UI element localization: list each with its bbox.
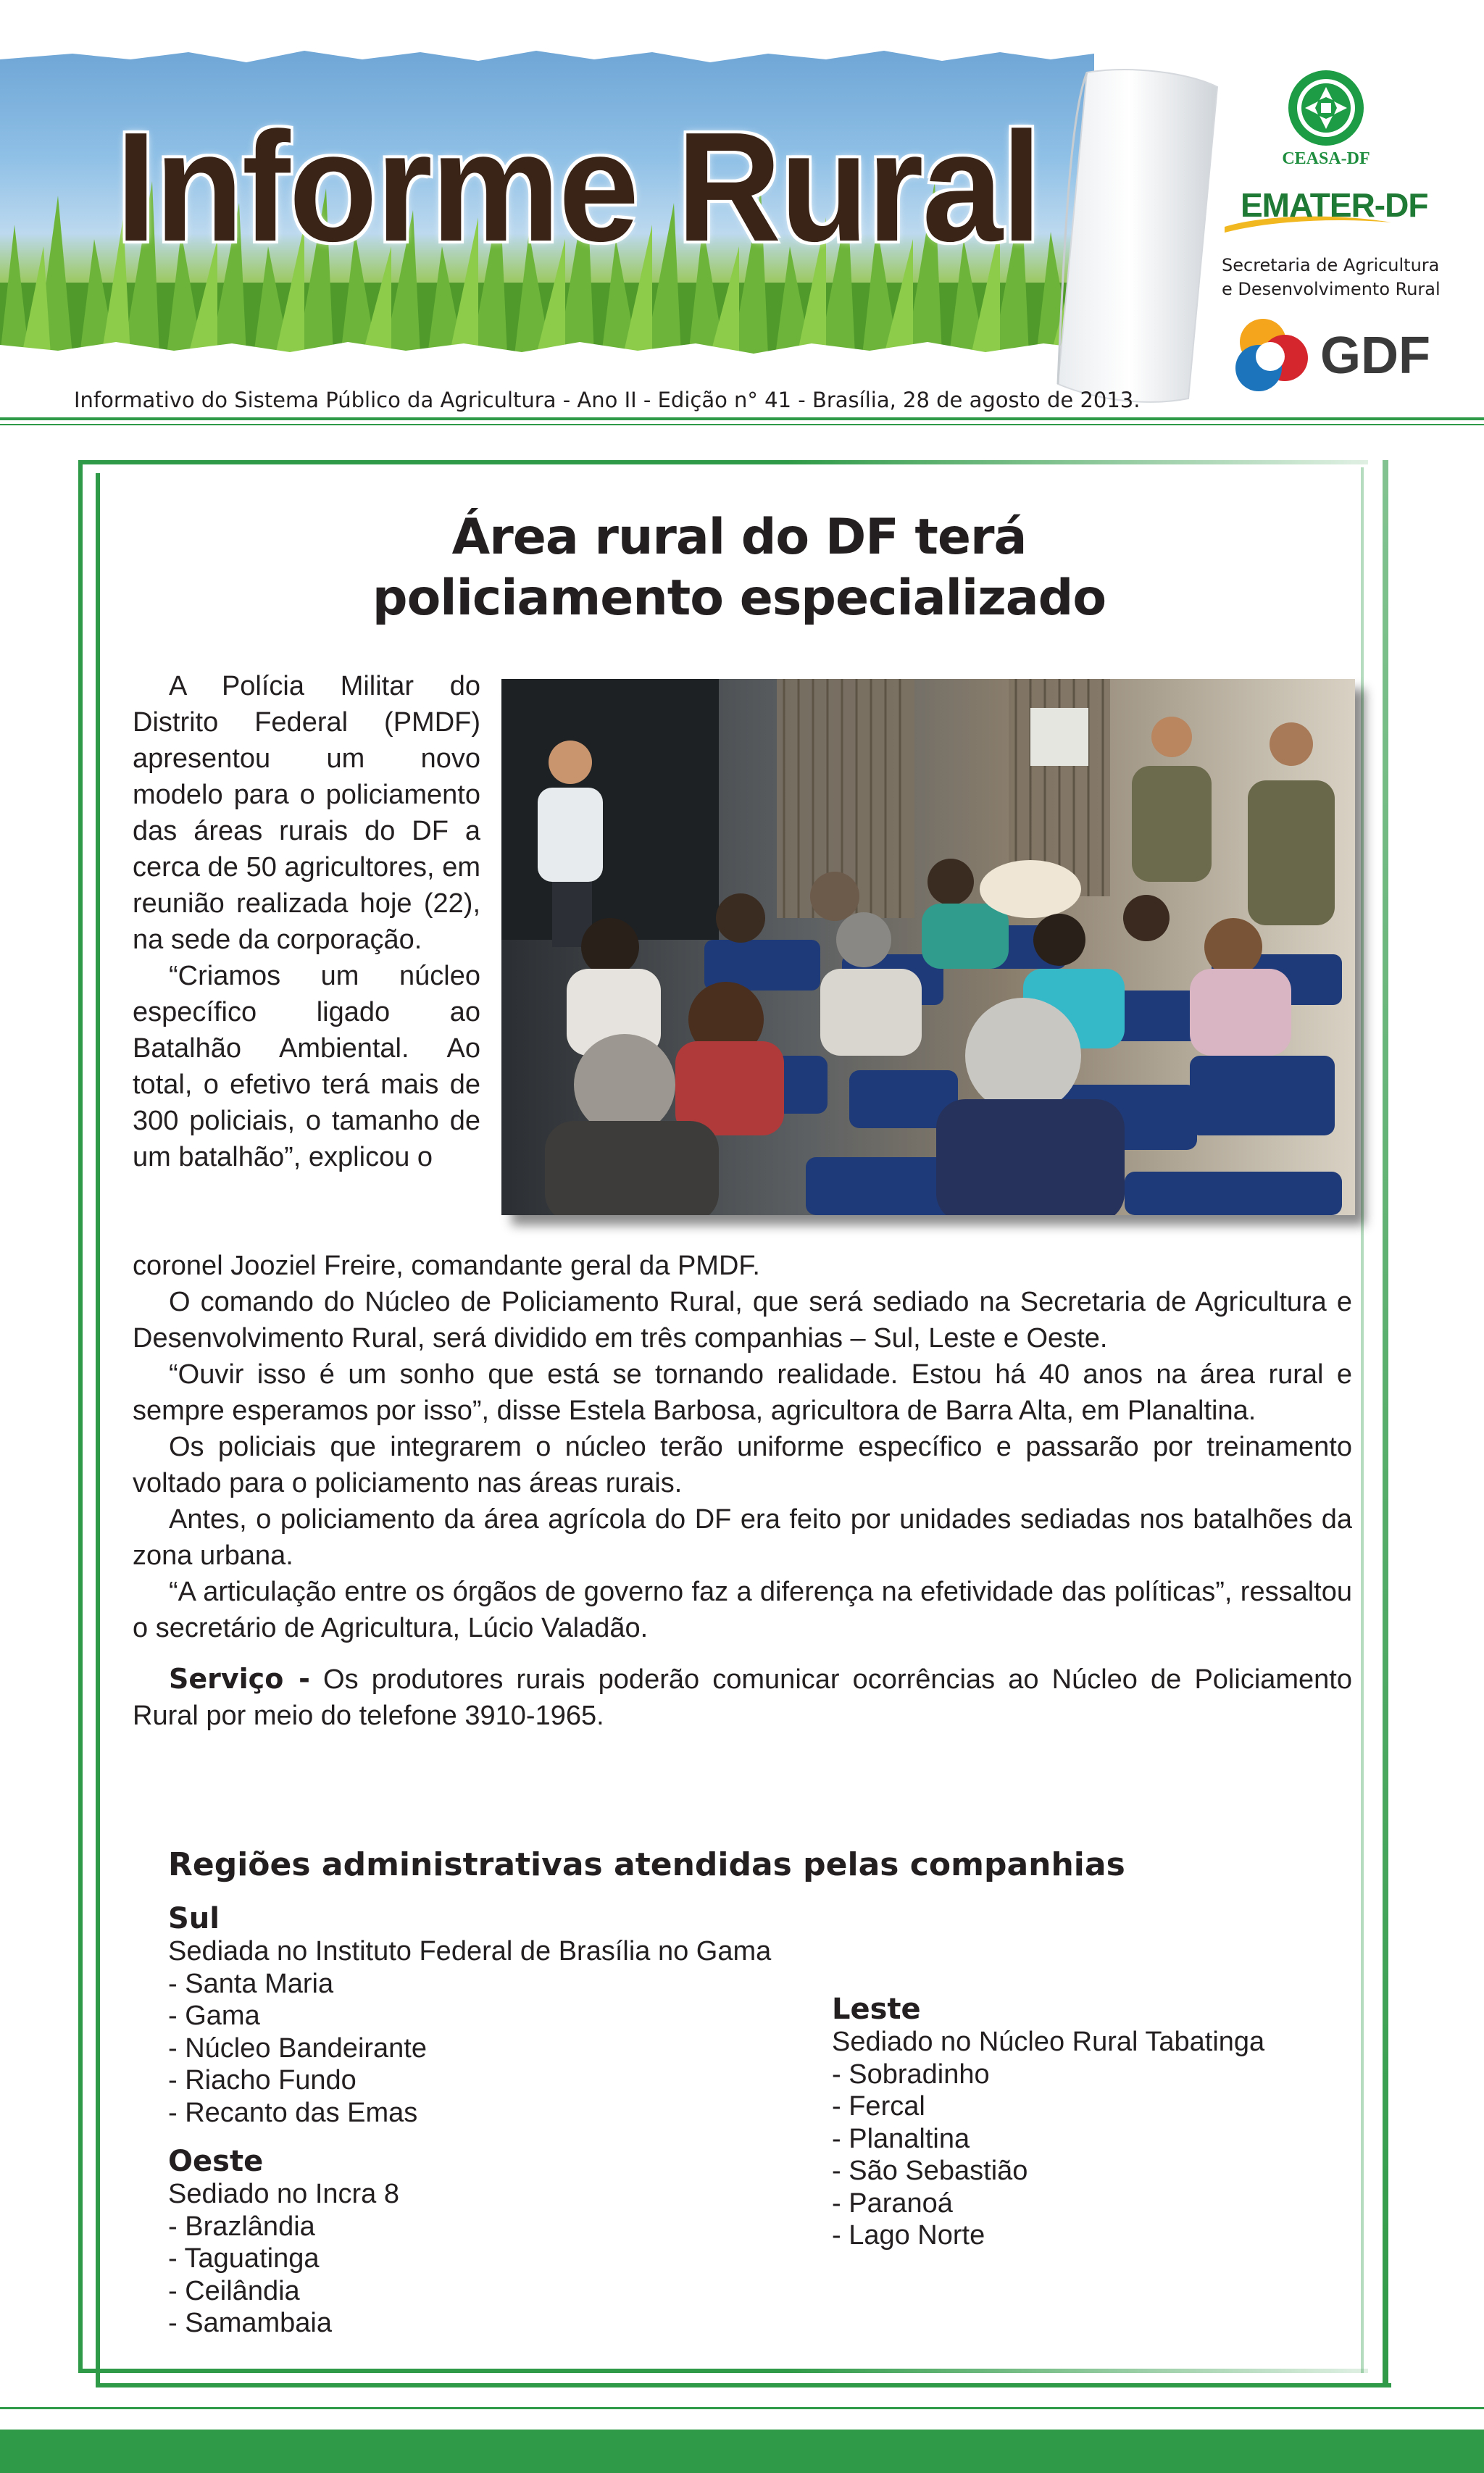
article-photo-meeting <box>501 679 1355 1215</box>
header-rule-thin <box>0 424 1484 425</box>
article-intro-column <box>133 668 480 1175</box>
footer-bar <box>0 2430 1484 2473</box>
list-item: - Paranoá <box>832 2188 1264 2220</box>
servico-paragraph <box>133 1661 1352 1734</box>
region-sul <box>168 1902 771 2129</box>
article-paragraph-7: “A articulação entre os órgãos de governo faz a diferença na efetividade das políticas”, ressaltou o secretário de Agricultura, Lúcio Valadão. <box>133 1577 1352 1643</box>
article-paragraph-2: “Criamos um núcleo específico ligado ao Batalhão Ambiental. Ao total, o efetivo terá mais de 300 policiais, o tamanho de um batalhão”, explicou o <box>133 961 480 1172</box>
article-body <box>133 1248 1352 1734</box>
list-item: - Riacho Fundo <box>168 2064 771 2097</box>
servico-text: Os produtores rurais poderão comunicar ocorrências ao Núcleo de Policiamento Rural por meio do telefone 3910-1965. <box>133 1664 1353 1731</box>
secretaria-line-2: e Desenvolvimento Rural <box>1222 279 1441 299</box>
headline-line-2: policiamento especializado <box>372 570 1106 627</box>
article-headline <box>217 507 1261 629</box>
gdf-emblem-icon <box>1228 313 1315 396</box>
list-item: - Brazlândia <box>168 2211 399 2243</box>
region-oeste <box>168 2145 399 2340</box>
region-list <box>832 2059 1264 2252</box>
region-name: Sul <box>168 1902 220 1935</box>
list-item: - Recanto das Emas <box>168 2097 771 2130</box>
list-item: - Taguatinga <box>168 2243 399 2275</box>
list-item: - Lago Norte <box>832 2219 1264 2252</box>
secretaria-line-1: Secretaria de Agricultura <box>1222 255 1440 275</box>
secretaria-logo-text <box>1222 254 1461 301</box>
torn-paper-edge-top <box>0 51 1094 72</box>
article-paragraph-4: “Ouvir isso é um sonho que está se tornando realidade. Estou há 40 anos na área rural e sempre esperamos por isso”, disse Estela Barbosa, agricultora de Barra Alta, em Planaltina. <box>133 1359 1352 1426</box>
region-seat: Sediado no Núcleo Rural Tabatinga <box>832 2027 1265 2057</box>
region-list <box>168 1968 771 2130</box>
ceasa-logo-text: CEASA-DF <box>1282 149 1370 168</box>
list-item: - Sobradinho <box>832 2059 1264 2091</box>
list-item: - Planaltina <box>832 2123 1264 2156</box>
paper-scroll-graphic <box>1043 65 1225 406</box>
list-item: - Núcleo Bandeirante <box>168 2032 771 2065</box>
list-item: - Samambaia <box>168 2307 399 2340</box>
list-item: - Gama <box>168 2000 771 2032</box>
list-item: - Santa Maria <box>168 1968 771 2001</box>
article-paragraph-5: Os policiais que integrarem o núcleo terão uniforme específico e passarão por treinamento voltado para o policiamento nas áreas rurais. <box>133 1432 1352 1498</box>
gdf-logo-text: GDF <box>1320 327 1430 385</box>
article-paragraph-3: O comando do Núcleo de Policiamento Rural, que será sediado na Secretaria de Agricultura e Desenvolvimento Rural, será dividido em três companhias – Sul, Leste e Oeste. <box>133 1287 1352 1354</box>
footer-rule <box>0 2407 1484 2409</box>
servico-label: Serviço - <box>169 1663 310 1695</box>
emater-logo-text: EMATER-DF <box>1241 186 1428 224</box>
regions-heading: Regiões administrativas atendidas pelas companhias <box>168 1846 1125 1883</box>
article-paragraph-1: A Polícia Militar do Distrito Federal (PMDF) apresentou um novo modelo para o policiamento das áreas rurais do DF a cerca de 50 agricultores, em reunião realizada hoje (22), na sede da corporação. <box>133 671 480 955</box>
region-leste <box>832 1993 1264 2252</box>
list-item: - São Sebastião <box>832 2155 1264 2188</box>
newsletter-title: Informe Rural <box>116 99 1041 274</box>
header-rule <box>0 417 1484 420</box>
list-item: - Ceilândia <box>168 2275 399 2308</box>
edition-tagline: Informativo do Sistema Público da Agricultura - Ano II - Edição n° 41 - Brasília, 28 de agosto de 2013. <box>74 388 1141 412</box>
torn-paper-edge-bottom <box>0 335 1094 355</box>
article-paragraph-6: Antes, o policiamento da área agrícola do DF era feito por unidades sediadas nos batalhões da zona urbana. <box>133 1504 1352 1571</box>
article-paragraph-2-continued: coronel Jooziel Freire, comandante geral da PMDF. <box>133 1251 760 1281</box>
region-name: Leste <box>832 1993 921 2026</box>
headline-line-1: Área rural do DF terá <box>451 509 1027 566</box>
region-list <box>168 2211 399 2340</box>
region-name: Oeste <box>168 2145 264 2178</box>
list-item: - Fercal <box>832 2090 1264 2123</box>
region-seat: Sediado no Incra 8 <box>168 2179 400 2209</box>
meeting-photo-illustration <box>501 679 1355 1215</box>
region-seat: Sediada no Instituto Federal de Brasília no Gama <box>168 1936 772 1967</box>
ceasa-emblem-icon <box>1286 68 1366 148</box>
